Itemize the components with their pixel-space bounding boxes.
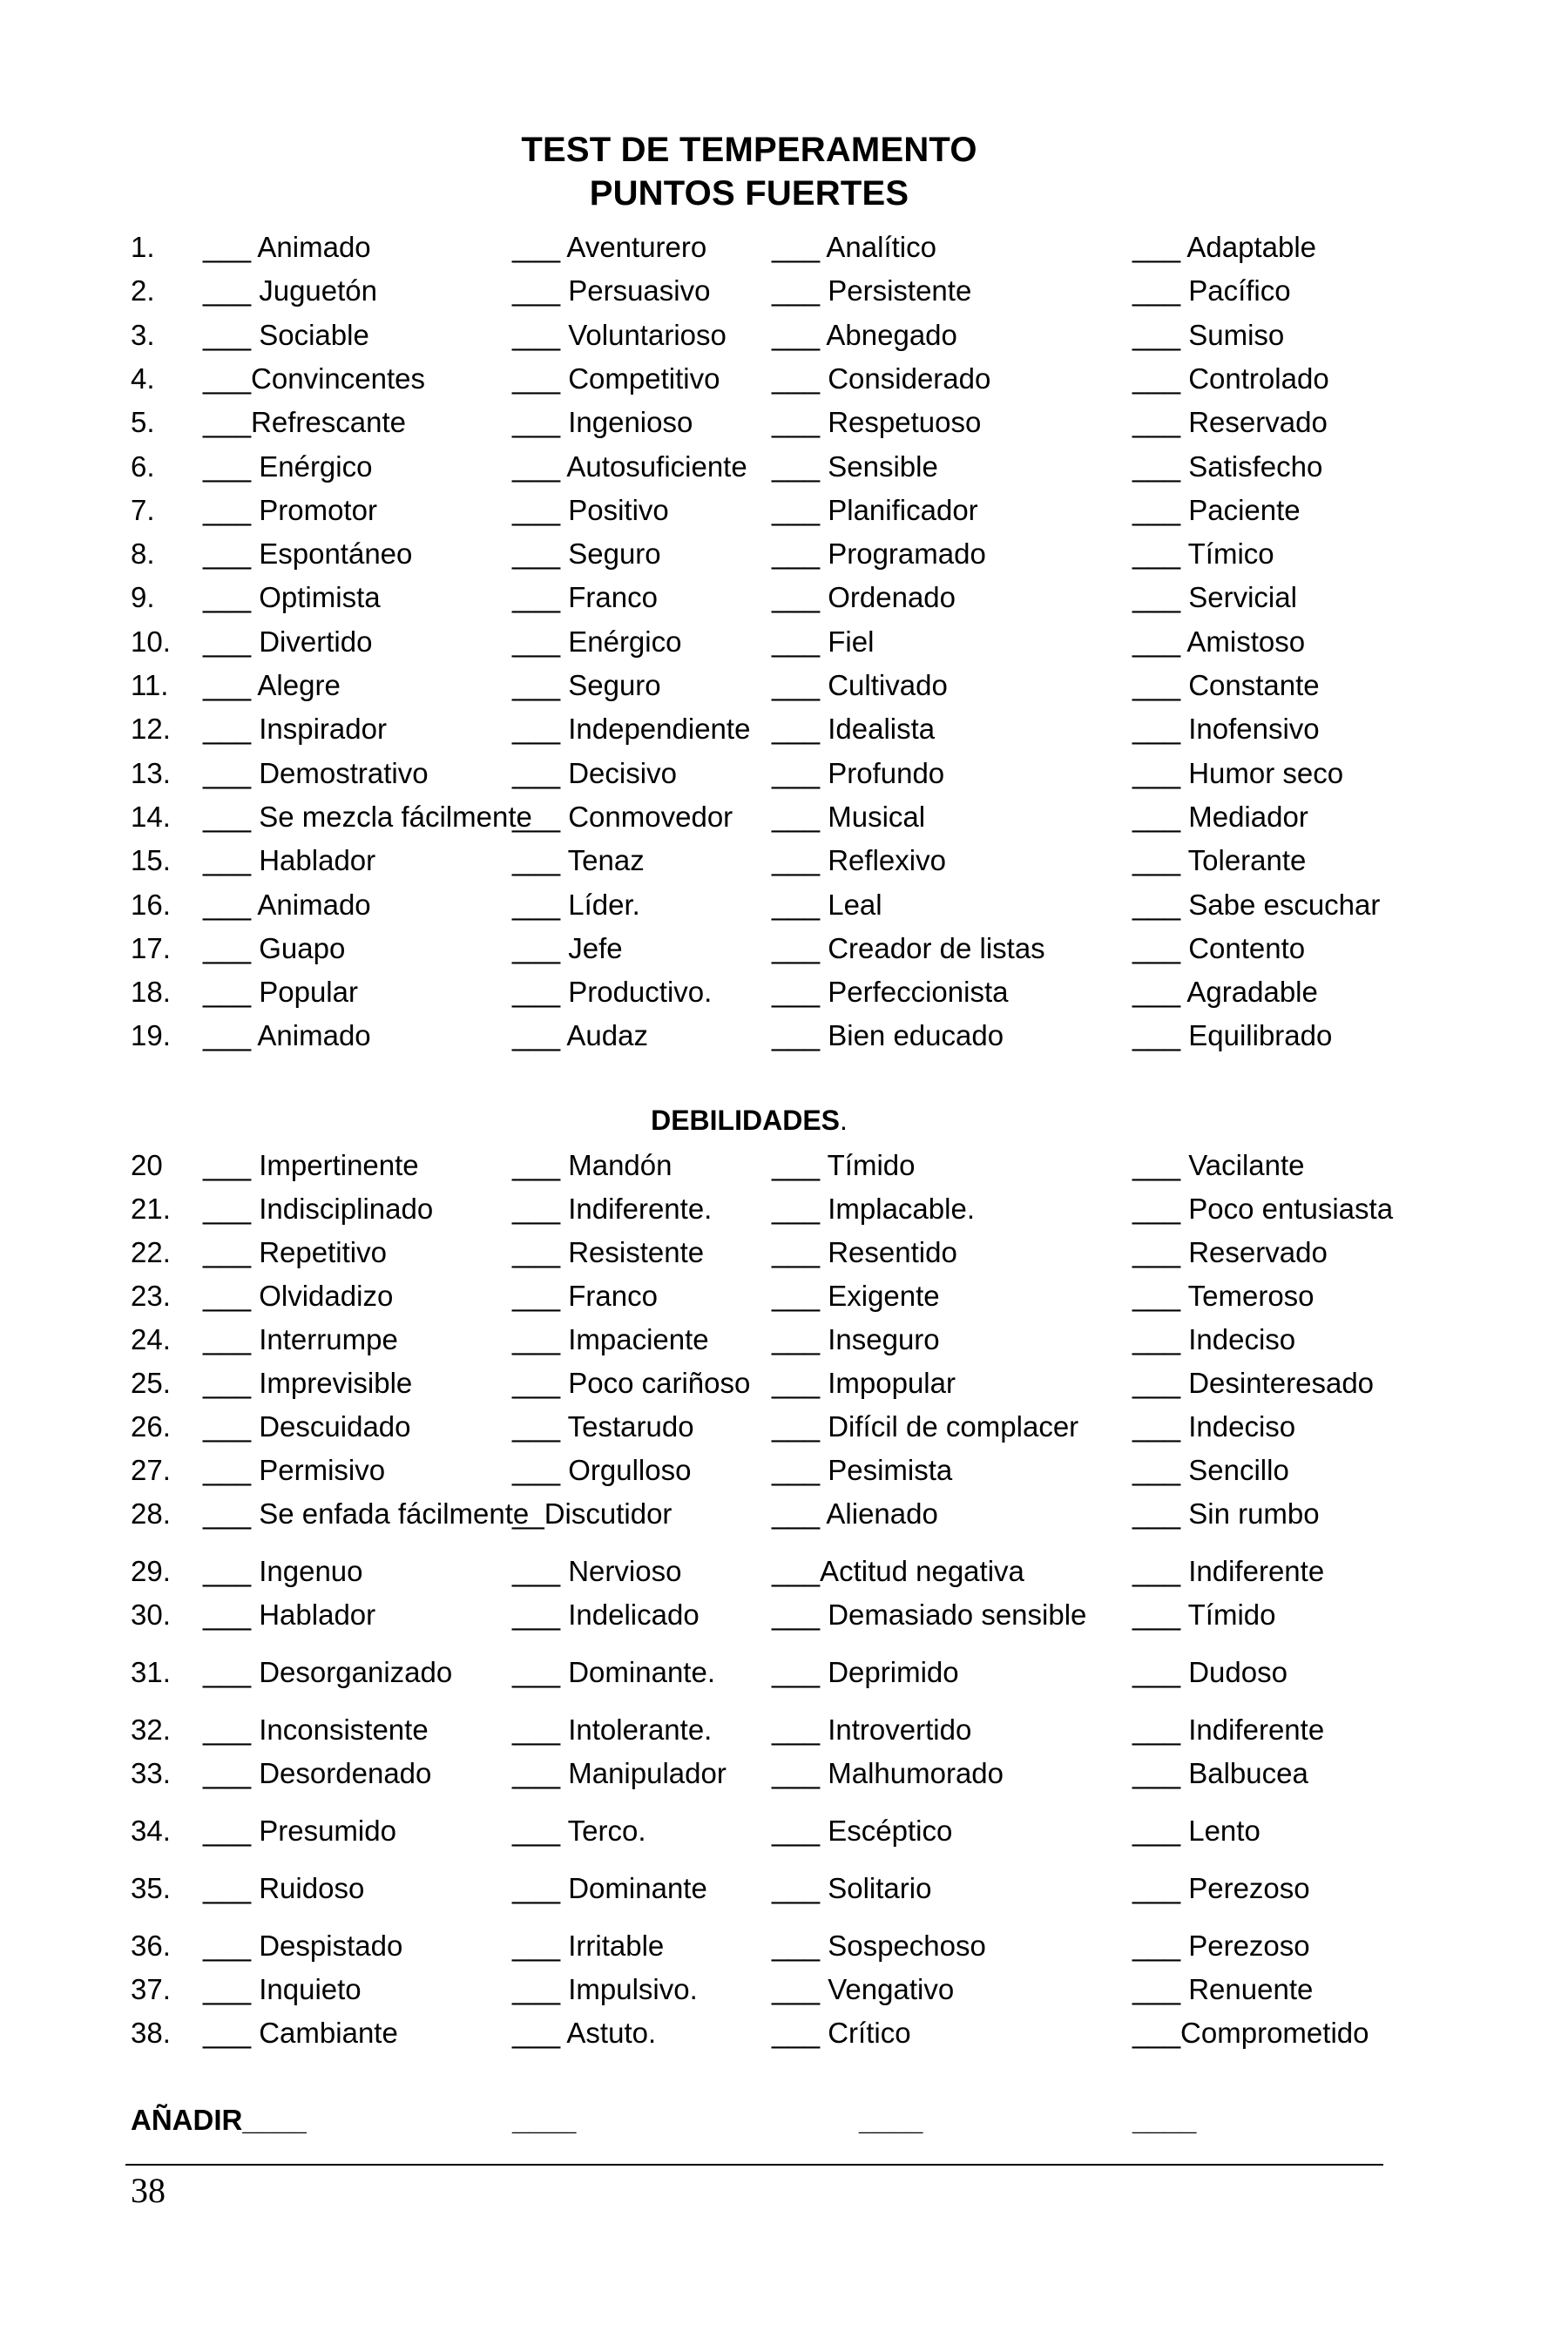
list-item: [0, 798, 1568, 836]
trait-option: ___ Animado: [203, 1019, 371, 1052]
trait-option: ___ Pesimista: [772, 1454, 953, 1486]
trait-option: ___ Sabe escuchar: [1132, 888, 1381, 921]
list-item: [0, 360, 1568, 398]
trait-option: ___ Profundo: [772, 756, 945, 789]
trait-option: ___ Poco entusiasta: [1132, 1193, 1394, 1225]
trait-option: ___ Franco: [512, 581, 658, 614]
trait-option: ___ Irritable: [512, 1930, 665, 1962]
trait-option: ___ Fiel: [772, 625, 875, 658]
trait-option: ___ Sociable: [203, 318, 369, 351]
trait-option: ___ Crítico: [772, 2017, 911, 2049]
trait-option: ___ Guapo: [203, 931, 346, 964]
add-blank-3: ____: [859, 2104, 923, 2136]
trait-option: ___ Vacilante: [1132, 1149, 1305, 1181]
list-item: [0, 1146, 1568, 1185]
add-label: AÑADIR____: [131, 2104, 307, 2136]
list-item: [0, 448, 1568, 486]
trait-option: ___ Ingenuo: [203, 1555, 363, 1587]
trait-option: ___ Indeciso: [1132, 1410, 1296, 1443]
trait-option: ___ Agradable: [1132, 976, 1318, 1009]
item-number: 11.: [131, 669, 169, 701]
trait-option: ___ Presumido: [203, 1815, 396, 1847]
weaknesses-heading: DEBILIDADES: [651, 1105, 840, 1136]
item-number: 33.: [131, 1757, 171, 1789]
list-item: [0, 228, 1568, 267]
trait-option: ___Convincentes: [203, 362, 426, 395]
item-number: 10.: [131, 625, 171, 658]
trait-option: ___ Repetitivo: [203, 1236, 387, 1268]
trait-option: ___ Solitario: [772, 1872, 932, 1904]
list-item: [0, 1552, 1568, 1591]
item-number: 38.: [131, 2017, 171, 2049]
list-item: [0, 1812, 1568, 1850]
trait-option: ___ Persistente: [772, 274, 972, 308]
trait-option: ___ Impopular: [772, 1367, 956, 1399]
trait-option: ___ Tolerante: [1132, 844, 1307, 877]
trait-option: ___ Desorganizado: [203, 1656, 453, 1688]
trait-option: ___ Respetuoso: [772, 406, 982, 439]
trait-option: ___ Leal: [772, 888, 882, 921]
trait-option: ___ Escéptico: [772, 1815, 953, 1847]
trait-option: ___ Inquieto: [203, 1973, 362, 2005]
item-number: 37.: [131, 1973, 171, 2005]
trait-option: ___ Reservado: [1132, 1236, 1328, 1268]
trait-option: ___ Indiferente: [1132, 1713, 1325, 1746]
trait-option: ___ Ingenioso: [512, 406, 693, 439]
trait-option: ___ Mediador: [1132, 800, 1308, 833]
trait-option: ___ Servicial: [1132, 581, 1297, 614]
trait-option: ___ Contento: [1132, 931, 1306, 964]
trait-option: ___ Amistoso: [1132, 625, 1306, 658]
trait-option: ___ Demostrativo: [203, 756, 429, 789]
list-item: [0, 929, 1568, 968]
trait-option: ___ Indisciplinado: [203, 1193, 434, 1225]
list-item: [0, 1869, 1568, 1908]
trait-option: ___ Astuto.: [512, 2017, 657, 2049]
item-number: 35.: [131, 1872, 171, 1904]
item-number: 22.: [131, 1236, 171, 1268]
page-number: 38: [131, 2171, 166, 2210]
trait-option: ___ Intolerante.: [512, 1713, 713, 1746]
trait-option: ___ Considerado: [772, 362, 991, 395]
trait-option: ___ Temeroso: [1132, 1280, 1315, 1312]
trait-option: ___ Lento: [1132, 1815, 1260, 1847]
trait-option: ___ Juguetón: [203, 274, 378, 308]
trait-option: ___ Hablador: [203, 1598, 376, 1631]
list-item: [0, 1495, 1568, 1533]
trait-option: ___ Resentido: [772, 1236, 957, 1268]
trait-option: ___ Productivo.: [512, 976, 713, 1009]
item-number: 24.: [131, 1323, 171, 1355]
trait-option: ___ Sospechoso: [772, 1930, 986, 1962]
trait-option: ___ Animado: [203, 888, 371, 921]
trait-option: ___ Dudoso: [1132, 1656, 1288, 1688]
trait-option: ___ Imprevisible: [203, 1367, 413, 1399]
trait-option: ___ Idealista: [772, 713, 936, 746]
trait-option: ___ Persuasivo: [512, 274, 711, 308]
trait-option: ___ Olvidadizo: [203, 1280, 394, 1312]
trait-option: ___ Reflexivo: [772, 844, 946, 877]
list-item: [0, 272, 1568, 310]
trait-option: ___ Inspirador: [203, 713, 387, 746]
item-number: 31.: [131, 1656, 171, 1688]
trait-option: ___ Programado: [772, 537, 986, 571]
item-number: 14.: [131, 800, 171, 833]
list-item: [0, 316, 1568, 355]
list-item: [0, 1653, 1568, 1692]
trait-option: ___ Enérgico: [203, 449, 373, 483]
trait-option: ___ Exigente: [772, 1280, 940, 1312]
trait-option: ___ Sensible: [772, 449, 938, 483]
trait-option: ___ Alienado: [772, 1497, 938, 1530]
item-number: 1.: [131, 231, 155, 263]
trait-option: ___ Pacífico: [1132, 274, 1291, 308]
list-item: [0, 535, 1568, 573]
item-number: 9.: [131, 581, 155, 614]
trait-option: ___ Dominante: [512, 1872, 707, 1904]
trait-option: ___ Optimista: [203, 581, 381, 614]
item-number: 16.: [131, 888, 171, 921]
trait-option: ___ Ruidoso: [203, 1872, 365, 1904]
item-number: 6.: [131, 449, 155, 483]
item-number: 17.: [131, 931, 171, 964]
section-title-weaknesses: [0, 1101, 1498, 1139]
trait-option: ___ Cambiante: [203, 2017, 398, 2049]
list-item: [0, 403, 1568, 442]
list-item: [0, 1970, 1568, 2009]
trait-option: ___ Popular: [203, 976, 358, 1009]
trait-option: ___ Paciente: [1132, 493, 1301, 526]
trait-option: ___ Impaciente: [512, 1323, 709, 1355]
trait-option: ___ Indiferente.: [512, 1193, 713, 1225]
trait-option: ___ Autosuficiente: [512, 449, 747, 483]
trait-option: ___ Implacable.: [772, 1193, 975, 1225]
list-item: [0, 666, 1568, 705]
trait-option: ___ Seguro: [512, 669, 661, 701]
trait-option: ___ Animado: [203, 231, 371, 263]
trait-option: ___ Sin rumbo: [1132, 1497, 1320, 1530]
list-item: [0, 1927, 1568, 1965]
trait-option: ___ Malhumorado: [772, 1757, 1004, 1789]
trait-option: ___ Independiente: [512, 713, 751, 746]
trait-option: ___Refrescante: [203, 406, 406, 439]
list-item: [0, 710, 1568, 748]
list-item: [0, 491, 1568, 530]
trait-option: ___ Competitivo: [512, 362, 720, 395]
page-title: TEST DE TEMPERAMENTO: [521, 131, 977, 169]
item-number: 36.: [131, 1930, 171, 1962]
list-item: [0, 886, 1568, 924]
trait-option: ___ Mandón: [512, 1149, 672, 1181]
trait-option: ___ Humor seco: [1132, 756, 1344, 789]
trait-option: ___ Musical: [772, 800, 926, 833]
trait-option: ___ Analítico: [772, 231, 936, 263]
trait-option: ___ Descuidado: [203, 1410, 411, 1443]
trait-option: ___ Equilibrado: [1132, 1019, 1333, 1052]
trait-option: __Discutidor: [512, 1497, 672, 1530]
trait-option: ___ Hablador: [203, 844, 376, 877]
trait-option: ___ Deprimido: [772, 1656, 959, 1688]
list-item: [0, 1277, 1568, 1315]
trait-option: ___ Manipulador: [512, 1757, 727, 1789]
item-number: 8.: [131, 537, 155, 571]
trait-option: ___ Poco cariñoso: [512, 1367, 751, 1399]
trait-option: ___ Tímido: [1132, 1598, 1276, 1631]
trait-option: ___ Introvertido: [772, 1713, 972, 1746]
item-number: 12.: [131, 713, 171, 746]
item-number: 25.: [131, 1367, 171, 1399]
trait-option: ___ Jefe: [512, 931, 623, 964]
trait-option: ___ Desinteresado: [1132, 1367, 1375, 1399]
trait-option: ___ Desordenado: [203, 1757, 432, 1789]
list-item: [0, 578, 1568, 617]
trait-option: ___ Se mezcla fácilmente: [203, 800, 532, 833]
list-item: [0, 1408, 1568, 1446]
item-number: 19.: [131, 1019, 171, 1052]
trait-option: ___ Promotor: [203, 493, 377, 526]
item-number: 28.: [131, 1497, 171, 1530]
trait-option: ___ Alegre: [203, 669, 341, 701]
trait-option: ___ Tímido: [772, 1149, 916, 1181]
item-number: 3.: [131, 318, 155, 351]
trait-option: ___ Terco.: [512, 1815, 646, 1847]
item-number: 7.: [131, 493, 155, 526]
item-number: 23.: [131, 1280, 171, 1312]
trait-option: ___ Ordenado: [772, 581, 956, 614]
item-number: 32.: [131, 1713, 171, 1746]
trait-option: ___ Tímico: [1132, 537, 1274, 571]
item-number: 20: [131, 1149, 163, 1181]
trait-option: ___ Decisivo: [512, 756, 677, 789]
trait-option: ___ Tenaz: [512, 844, 645, 877]
list-item: [0, 1321, 1568, 1359]
trait-option: ___ Planificador: [772, 493, 978, 526]
item-number: 18.: [131, 976, 171, 1009]
trait-option: ___ Sencillo: [1132, 1454, 1289, 1486]
trait-option: ___ Positivo: [512, 493, 669, 526]
trait-option: ___ Adaptable: [1132, 231, 1317, 263]
trait-option: ___ Vengativo: [772, 1973, 955, 2005]
trait-option: ___ Renuente: [1132, 1973, 1314, 2005]
trait-option: ___ Inofensivo: [1132, 713, 1320, 746]
item-number: 13.: [131, 756, 171, 789]
list-item: [0, 1190, 1568, 1228]
trait-option: ___ Impertinente: [203, 1149, 419, 1181]
trait-option: ___ Reservado: [1132, 406, 1328, 439]
list-item: [0, 1451, 1568, 1490]
trait-option: ___ Líder.: [512, 888, 640, 921]
trait-option: ___ Voluntarioso: [512, 318, 727, 351]
list-item: [0, 1596, 1568, 1634]
trait-option: ___ Indeciso: [1132, 1323, 1296, 1355]
trait-option: ___ Satisfecho: [1132, 449, 1323, 483]
list-item: [0, 1233, 1568, 1272]
weaknesses-heading-suffix: .: [840, 1105, 848, 1136]
list-item: [0, 1364, 1568, 1402]
trait-option: ___ Interrumpe: [203, 1323, 398, 1355]
trait-option: ___ Dominante.: [512, 1656, 715, 1688]
trait-option: ___ Conmovedor: [512, 800, 733, 833]
list-item: [0, 973, 1568, 1011]
item-number: 34.: [131, 1815, 171, 1847]
trait-option: ___ Se enfada fácilmente: [203, 1497, 530, 1530]
trait-option: ___ Divertido: [203, 625, 373, 658]
trait-option: ___ Inseguro: [772, 1323, 940, 1355]
trait-option: ___ Creador de listas: [772, 931, 1045, 964]
trait-option: ___ Demasiado sensible: [772, 1598, 1087, 1631]
list-item: [0, 1711, 1568, 1749]
trait-option: ___ Permisivo: [203, 1454, 386, 1486]
footer-rule: [125, 2164, 1383, 2166]
trait-option: ___ Despistado: [203, 1930, 403, 1962]
trait-option: ___ Testarudo: [512, 1410, 694, 1443]
section-title-strengths: PUNTOS FUERTES: [589, 174, 909, 213]
add-blank-4: ____: [1132, 2104, 1197, 2136]
trait-option: ___ Perfeccionista: [772, 976, 1009, 1009]
list-item: [0, 841, 1568, 880]
trait-option: ___ Indiferente: [1132, 1555, 1325, 1587]
list-item: [0, 1017, 1568, 1055]
item-number: 29.: [131, 1555, 171, 1587]
trait-option: ___ Franco: [512, 1280, 658, 1312]
trait-option: ___ Audaz: [512, 1019, 648, 1052]
trait-option: ___ Nervioso: [512, 1555, 682, 1587]
item-number: 2.: [131, 274, 155, 308]
trait-option: ___ Sumiso: [1132, 318, 1285, 351]
trait-option: ___ Orgulloso: [512, 1454, 692, 1486]
trait-option: ___ Perezoso: [1132, 1930, 1310, 1962]
list-item: [0, 2014, 1568, 2052]
trait-option: ___Comprometido: [1132, 2017, 1369, 2049]
list-item: [0, 754, 1568, 793]
trait-option: ___ Resistente: [512, 1236, 705, 1268]
trait-option: ___ Enérgico: [512, 625, 682, 658]
trait-option: ___ Aventurero: [512, 231, 707, 263]
trait-option: ___ Abnegado: [772, 318, 957, 351]
item-number: 21.: [131, 1193, 171, 1225]
list-item: [0, 1754, 1568, 1793]
trait-option: ___ Espontáneo: [203, 537, 413, 571]
trait-option: ___ Controlado: [1132, 362, 1329, 395]
item-number: 4.: [131, 362, 155, 395]
trait-option: ___ Perezoso: [1132, 1872, 1310, 1904]
item-number: 30.: [131, 1598, 171, 1631]
trait-option: ___ Impulsivo.: [512, 1973, 698, 2005]
list-item: [0, 623, 1568, 661]
item-number: 27.: [131, 1454, 171, 1486]
trait-option: ___ Seguro: [512, 537, 661, 571]
trait-option: ___ Indelicado: [512, 1598, 700, 1631]
item-number: 26.: [131, 1410, 171, 1443]
trait-option: ___ Inconsistente: [203, 1713, 429, 1746]
item-number: 5.: [131, 406, 155, 439]
trait-option: ___ Constante: [1132, 669, 1320, 701]
trait-option: ___Actitud negativa: [772, 1555, 1024, 1587]
item-number: 15.: [131, 844, 171, 877]
trait-option: ___ Bien educado: [772, 1019, 1004, 1052]
trait-option: ___ Cultivado: [772, 669, 948, 701]
trait-option: ___ Balbucea: [1132, 1757, 1308, 1789]
trait-option: ___ Difícil de complacer: [772, 1410, 1079, 1443]
add-blank-2: ____: [512, 2104, 577, 2136]
